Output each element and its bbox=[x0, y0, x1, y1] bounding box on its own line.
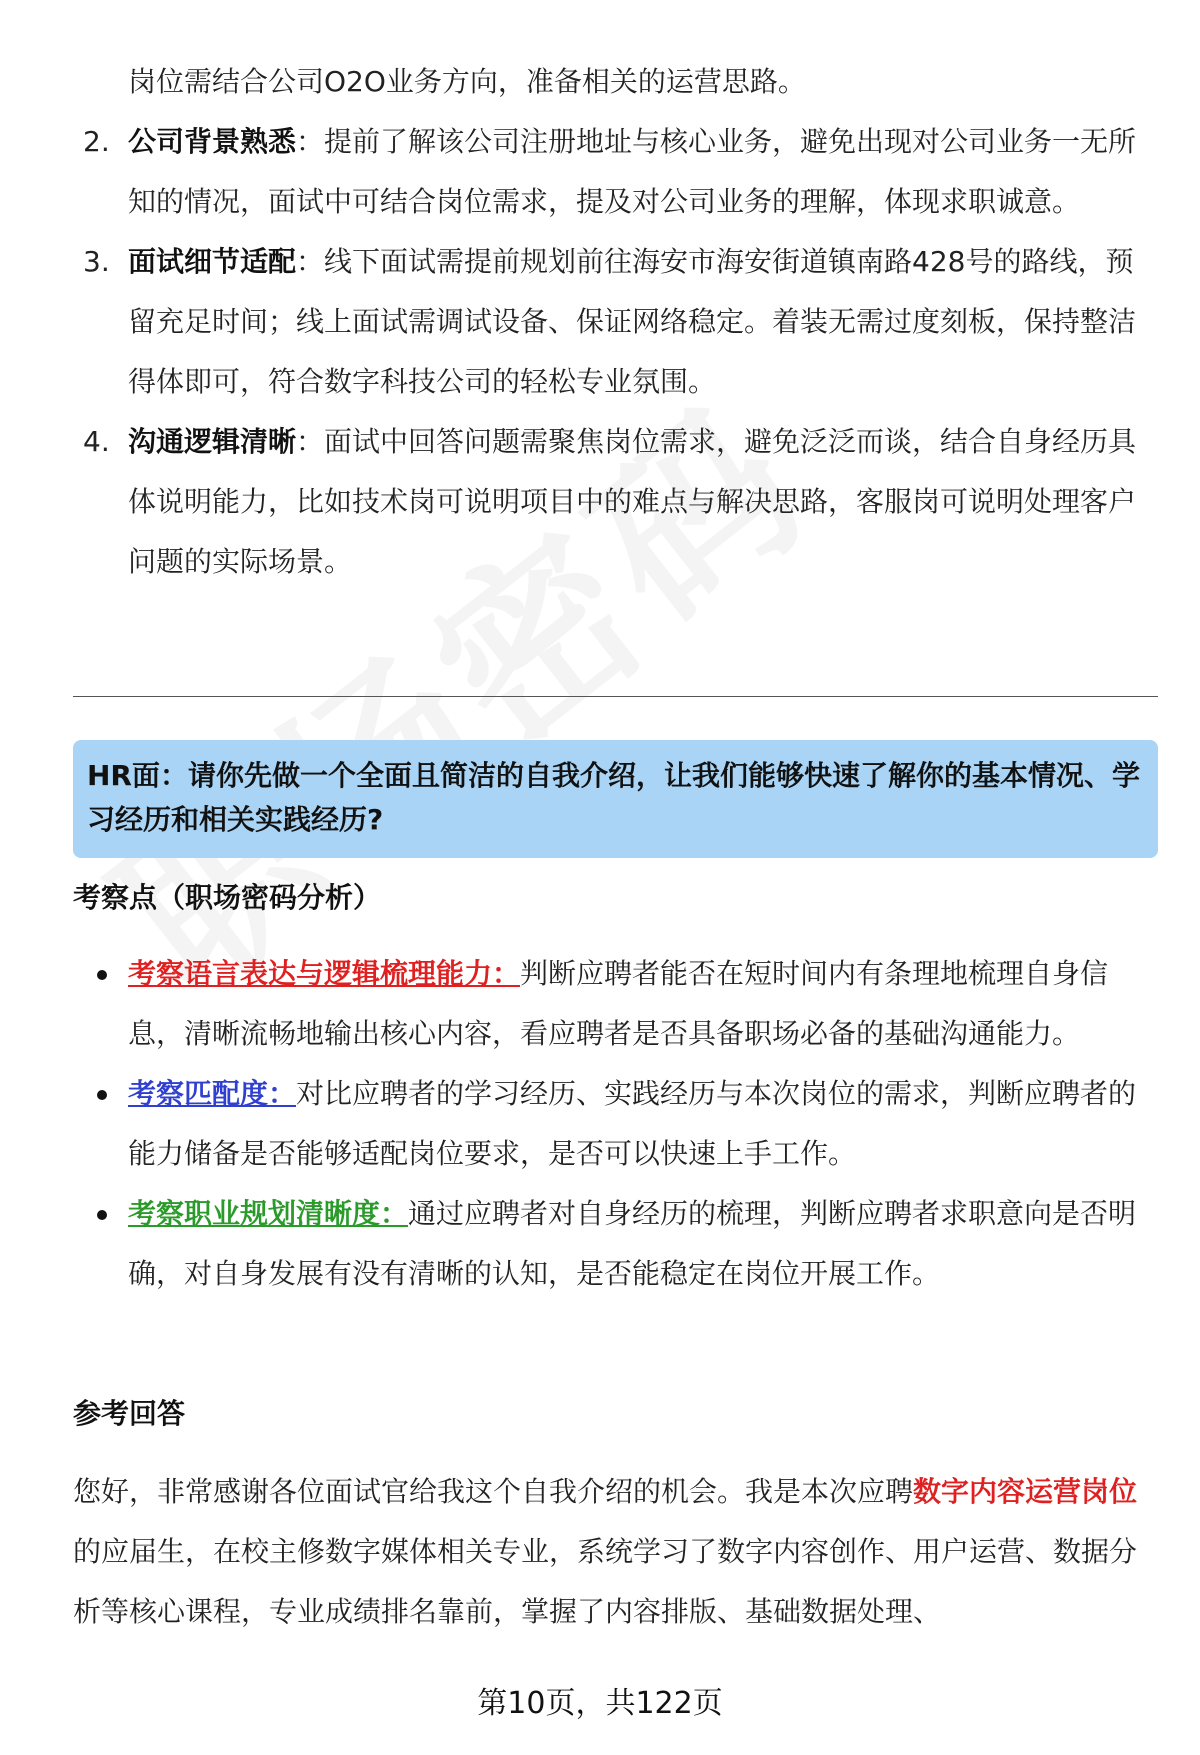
answer-heading: 参考回答 bbox=[73, 1397, 186, 1430]
continuation-text: 岗位需结合公司O2O业务方向，准备相关的运营思路。 bbox=[128, 65, 806, 98]
item-title: 公司背景熟悉 bbox=[128, 125, 297, 158]
answer-before: 您好，非常感谢各位面试官给我这个自我介绍的机会。我是本次应聘 bbox=[73, 1475, 914, 1508]
bullet-dot bbox=[97, 970, 107, 980]
item-title: 沟通逻辑清晰 bbox=[128, 425, 297, 458]
bullet-text: 对比应聘者的学习经历、实践经历与本次岗位的需求，判断应聘者的能力储备是否能够适配岗位要求，是否可以快速上手工作。 bbox=[128, 1077, 1137, 1170]
bullet-item bbox=[73, 944, 1158, 1064]
bullet-title: 考察语言表达与逻辑梳理能力： bbox=[128, 957, 521, 990]
item-text: 提前了解该公司注册地址与核心业务，避免出现对公司业务一无所知的情况，面试中可结合岗位需求，提及对公司业务的理解，体现求职诚意。 bbox=[128, 125, 1137, 218]
answer-highlight: 数字内容运营岗位 bbox=[913, 1475, 1138, 1508]
answer-paragraph bbox=[73, 1462, 1158, 1642]
item-separator: ： bbox=[296, 245, 325, 278]
bullet-item bbox=[73, 1184, 1158, 1304]
continuation-paragraph bbox=[73, 52, 1158, 112]
list-item bbox=[73, 112, 1158, 232]
numbered-list bbox=[73, 112, 1158, 592]
item-separator: ： bbox=[296, 425, 325, 458]
item-number: 4. bbox=[83, 425, 110, 458]
analysis-bullet-list bbox=[73, 944, 1158, 1304]
list-item bbox=[73, 232, 1158, 412]
bullet-text: 通过应聘者对自身经历的梳理，判断应聘者求职意向是否明确，对自身发展有没有清晰的认知，是否能稳定在岗位开展工作。 bbox=[128, 1197, 1137, 1290]
answer-text bbox=[73, 1462, 1158, 1642]
question-text: HR面：请你先做一个全面且简洁的自我介绍，让我们能够快速了解你的基本情况、学习经历和相关实践经历? bbox=[87, 759, 1140, 836]
item-title: 面试细节适配 bbox=[128, 245, 297, 278]
bullet-item bbox=[73, 1064, 1158, 1184]
list-item bbox=[73, 412, 1158, 592]
bullet-dot bbox=[97, 1210, 107, 1220]
bullet-title: 考察匹配度： bbox=[128, 1077, 297, 1110]
item-text: 线下面试需提前规划前往海安市海安街道镇南路428号的路线，预留充足时间；线上面试需调试设备、保证网络稳定。着装无需过度刻板，保持整洁得体即可，符合数字科技公司的轻松专业氛围。 bbox=[128, 245, 1137, 398]
analysis-heading: 考察点（职场密码分析） bbox=[73, 881, 382, 914]
item-separator: ： bbox=[296, 125, 325, 158]
item-number: 2. bbox=[83, 125, 110, 158]
item-text: 面试中回答问题需聚焦岗位需求，避免泛泛而谈，结合自身经历具体说明能力，比如技术岗可说明项目中的难点与解决思路，客服岗可说明处理客户问题的实际场景。 bbox=[128, 425, 1137, 578]
page-footer: 第10页，共122页 bbox=[477, 1686, 723, 1721]
bullet-text: 判断应聘者能否在短时间内有条理地梳理自身信息，清晰流畅地输出核心内容，看应聘者是否具备职场必备的基础沟通能力。 bbox=[128, 957, 1109, 1050]
bullet-title: 考察职业规划清晰度： bbox=[128, 1197, 409, 1230]
answer-after: 的应届生，在校主修数字媒体相关专业，系统学习了数字内容创作、用户运营、数据分析等核心课程，专业成绩排名靠前，掌握了内容排版、基础数据处理、 bbox=[73, 1535, 1138, 1628]
item-number: 3. bbox=[83, 245, 110, 278]
question-box bbox=[73, 740, 1158, 858]
bullet-dot bbox=[97, 1090, 107, 1100]
section-divider bbox=[73, 696, 1158, 697]
